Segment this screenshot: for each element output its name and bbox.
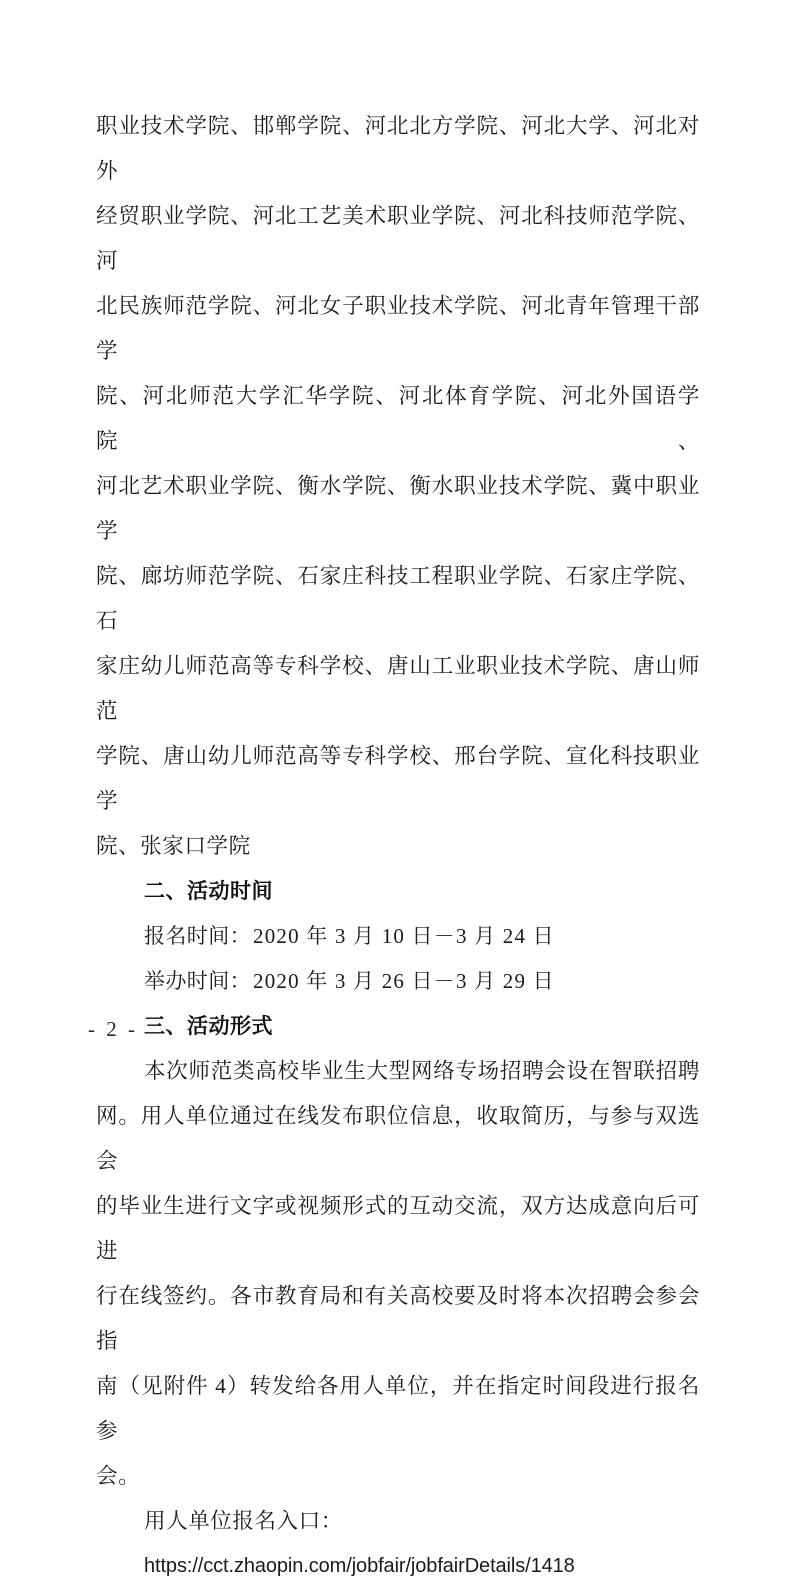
employer-entry-label: 用人单位报名入口： <box>144 1509 343 1533</box>
page-number: - 2 - <box>88 1017 138 1041</box>
university-list-line: 经贸职业学院、河北工艺美术职业学院、河北科技师范学院、河 <box>96 204 700 273</box>
university-list-line: 学院、唐山幼儿师范高等专科学校、邢台学院、宣化科技职业学 <box>96 744 700 813</box>
university-list-line: 院、廊坊师范学院、石家庄科技工程职业学院、石家庄学院、石 <box>96 564 700 633</box>
section-heading-activity-time: 二、活动时间 <box>144 880 273 903</box>
employer-entry-url[interactable]: https://cct.zhaopin.com/jobfair/jobfairDetails/1418 <box>144 1555 575 1577</box>
paragraph-line: 南（见附件 4）转发给各用人单位，并在指定时间段进行报名参 <box>96 1374 700 1443</box>
event-time-value: 2020 年 3 月 26 日－3 月 29 日 <box>253 969 555 993</box>
registration-time-value: 2020 年 3 月 10 日－3 月 24 日 <box>253 924 555 948</box>
event-time-line <box>96 959 700 1004</box>
university-list-line: 家庄幼儿师范高等专科学校、唐山工业职业技术学院、唐山师范 <box>96 654 700 723</box>
document-content <box>96 104 700 1589</box>
paragraph-line: 本次师范类高校毕业生大型网络专场招聘会设在智联招聘 <box>144 1059 700 1083</box>
paragraph-line: 行在线签约。各市教育局和有关高校要及时将本次招聘会参会指 <box>96 1284 700 1353</box>
university-list-paragraph <box>96 104 700 869</box>
university-list-line: 北民族师范学院、河北女子职业技术学院、河北青年管理干部学 <box>96 294 700 363</box>
university-list-line: 院、张家口学院 <box>96 834 251 858</box>
section-heading-activity-format: 三、活动形式 <box>144 1015 273 1038</box>
paragraph-line: 会。 <box>96 1464 141 1488</box>
activity-format-paragraph <box>96 1049 700 1499</box>
university-list-line: 院、河北师范大学汇华学院、河北体育学院、河北外国语学院、 <box>96 384 700 453</box>
registration-time-line <box>96 914 700 959</box>
event-time-label: 举办时间： <box>144 969 251 993</box>
university-list-line: 职业技术学院、邯郸学院、河北北方学院、河北大学、河北对外 <box>96 114 700 183</box>
paragraph-line: 网。用人单位通过在线发布职位信息，收取简历，与参与双选会 <box>96 1104 700 1173</box>
registration-time-label: 报名时间： <box>144 924 251 948</box>
university-list-line: 河北艺术职业学院、衡水学院、衡水职业技术学院、冀中职业学 <box>96 474 700 543</box>
paragraph-line: 的毕业生进行文字或视频形式的互动交流，双方达成意向后可进 <box>96 1194 700 1263</box>
